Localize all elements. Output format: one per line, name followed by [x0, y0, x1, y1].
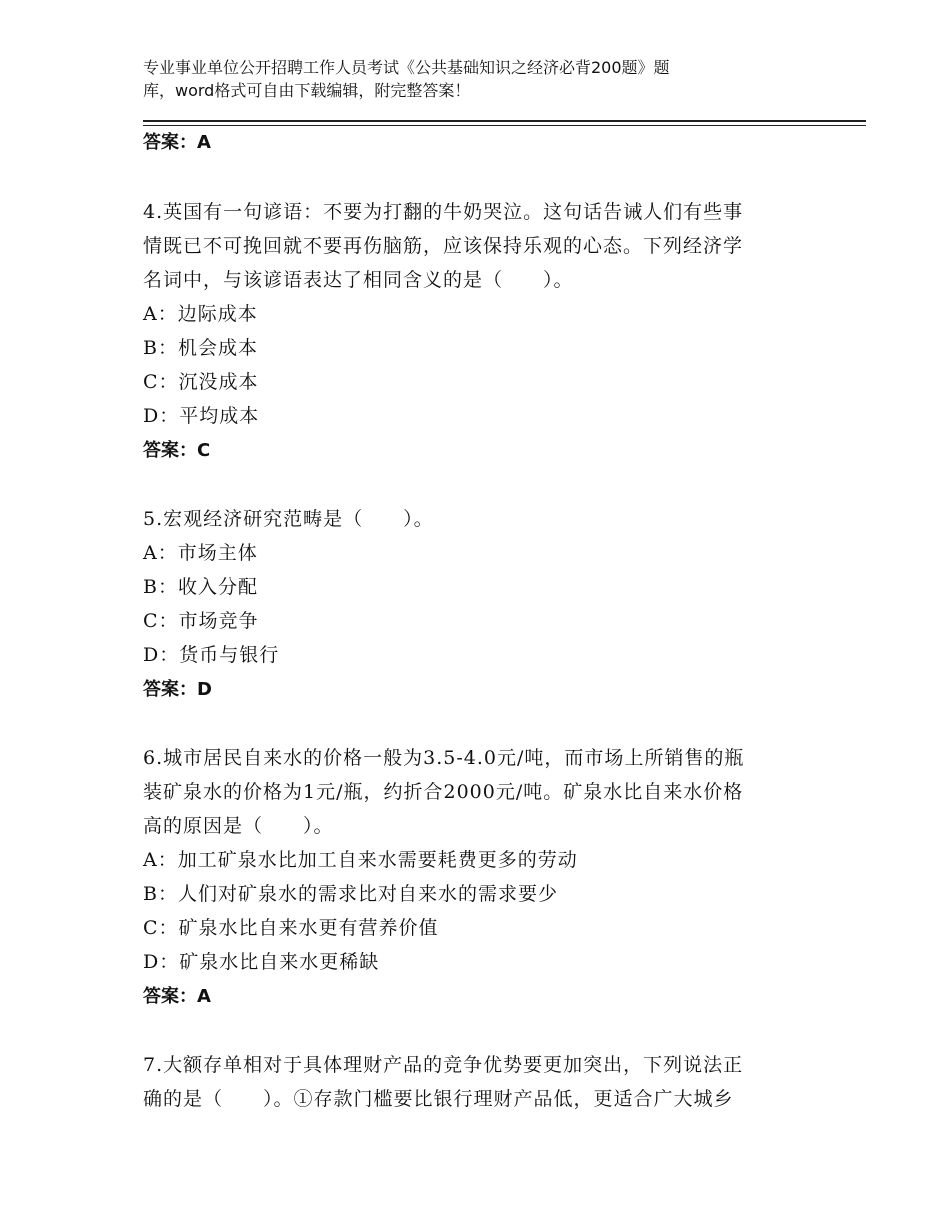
question-6-option-c: C：矿泉水比自来水更有营养价值 [143, 917, 439, 939]
question-6-option-b: B：人们对矿泉水的需求比对自来水的需求要少 [143, 883, 558, 905]
answer-q3: 答案：A [143, 132, 211, 153]
question-6-text-line-2: 装矿泉水的价格为1元/瓶，约折合2000元/吨。矿泉水比自来水价格 [143, 781, 744, 803]
page-header [143, 56, 783, 102]
question-4-option-d: D：平均成本 [143, 405, 260, 427]
header-line-2: 库，word格式可自由下载编辑，附完整答案！ [143, 81, 471, 100]
answer-q5: 答案：D [143, 679, 212, 700]
answer-q6: 答案：A [143, 986, 211, 1007]
header-divider-thin [143, 125, 866, 126]
question-4-option-c: C：沉没成本 [143, 371, 259, 393]
question-7-text-line-2: 确的是（ ）。①存款门槛要比银行理财产品低，更适合广大城乡 [143, 1088, 734, 1110]
answer-q4: 答案：C [143, 440, 211, 461]
question-4-option-a: A：边际成本 [143, 303, 258, 325]
question-4-option-b: B：机会成本 [143, 337, 258, 359]
question-5-option-c: C：市场竞争 [143, 610, 259, 632]
question-6-option-d: D：矿泉水比自来水更稀缺 [143, 951, 380, 973]
question-5-option-a: A：市场主体 [143, 542, 258, 564]
question-4-text-line-1: 4.英国有一句谚语：不要为打翻的牛奶哭泣。这句话告诫人们有些事 [143, 201, 744, 223]
question-5-option-d: D：货币与银行 [143, 644, 280, 666]
question-6-option-a: A：加工矿泉水比加工自来水需要耗费更多的劳动 [143, 849, 578, 871]
question-4-text-line-3: 名词中，与该谚语表达了相同含义的是（ ）。 [143, 269, 574, 291]
question-6-text-line-1: 6.城市居民自来水的价格一般为3.5-4.0元/吨，而市场上所销售的瓶 [143, 747, 745, 769]
question-7-text-line-1: 7.大额存单相对于具体理财产品的竞争优势要更加突出，下列说法正 [143, 1054, 744, 1076]
question-6-text-line-3: 高的原因是（ ）。 [143, 815, 334, 837]
question-5-option-b: B：收入分配 [143, 576, 258, 598]
header-divider-thick [143, 120, 866, 122]
question-5-text-line-1: 5.宏观经济研究范畴是（ ）。 [143, 508, 434, 530]
header-line-1: 专业事业单位公开招聘工作人员考试《公共基础知识之经济必背200题》题 [143, 58, 670, 77]
question-4-text-line-2: 情既已不可挽回就不要再伤脑筋，应该保持乐观的心态。下列经济学 [143, 235, 744, 257]
